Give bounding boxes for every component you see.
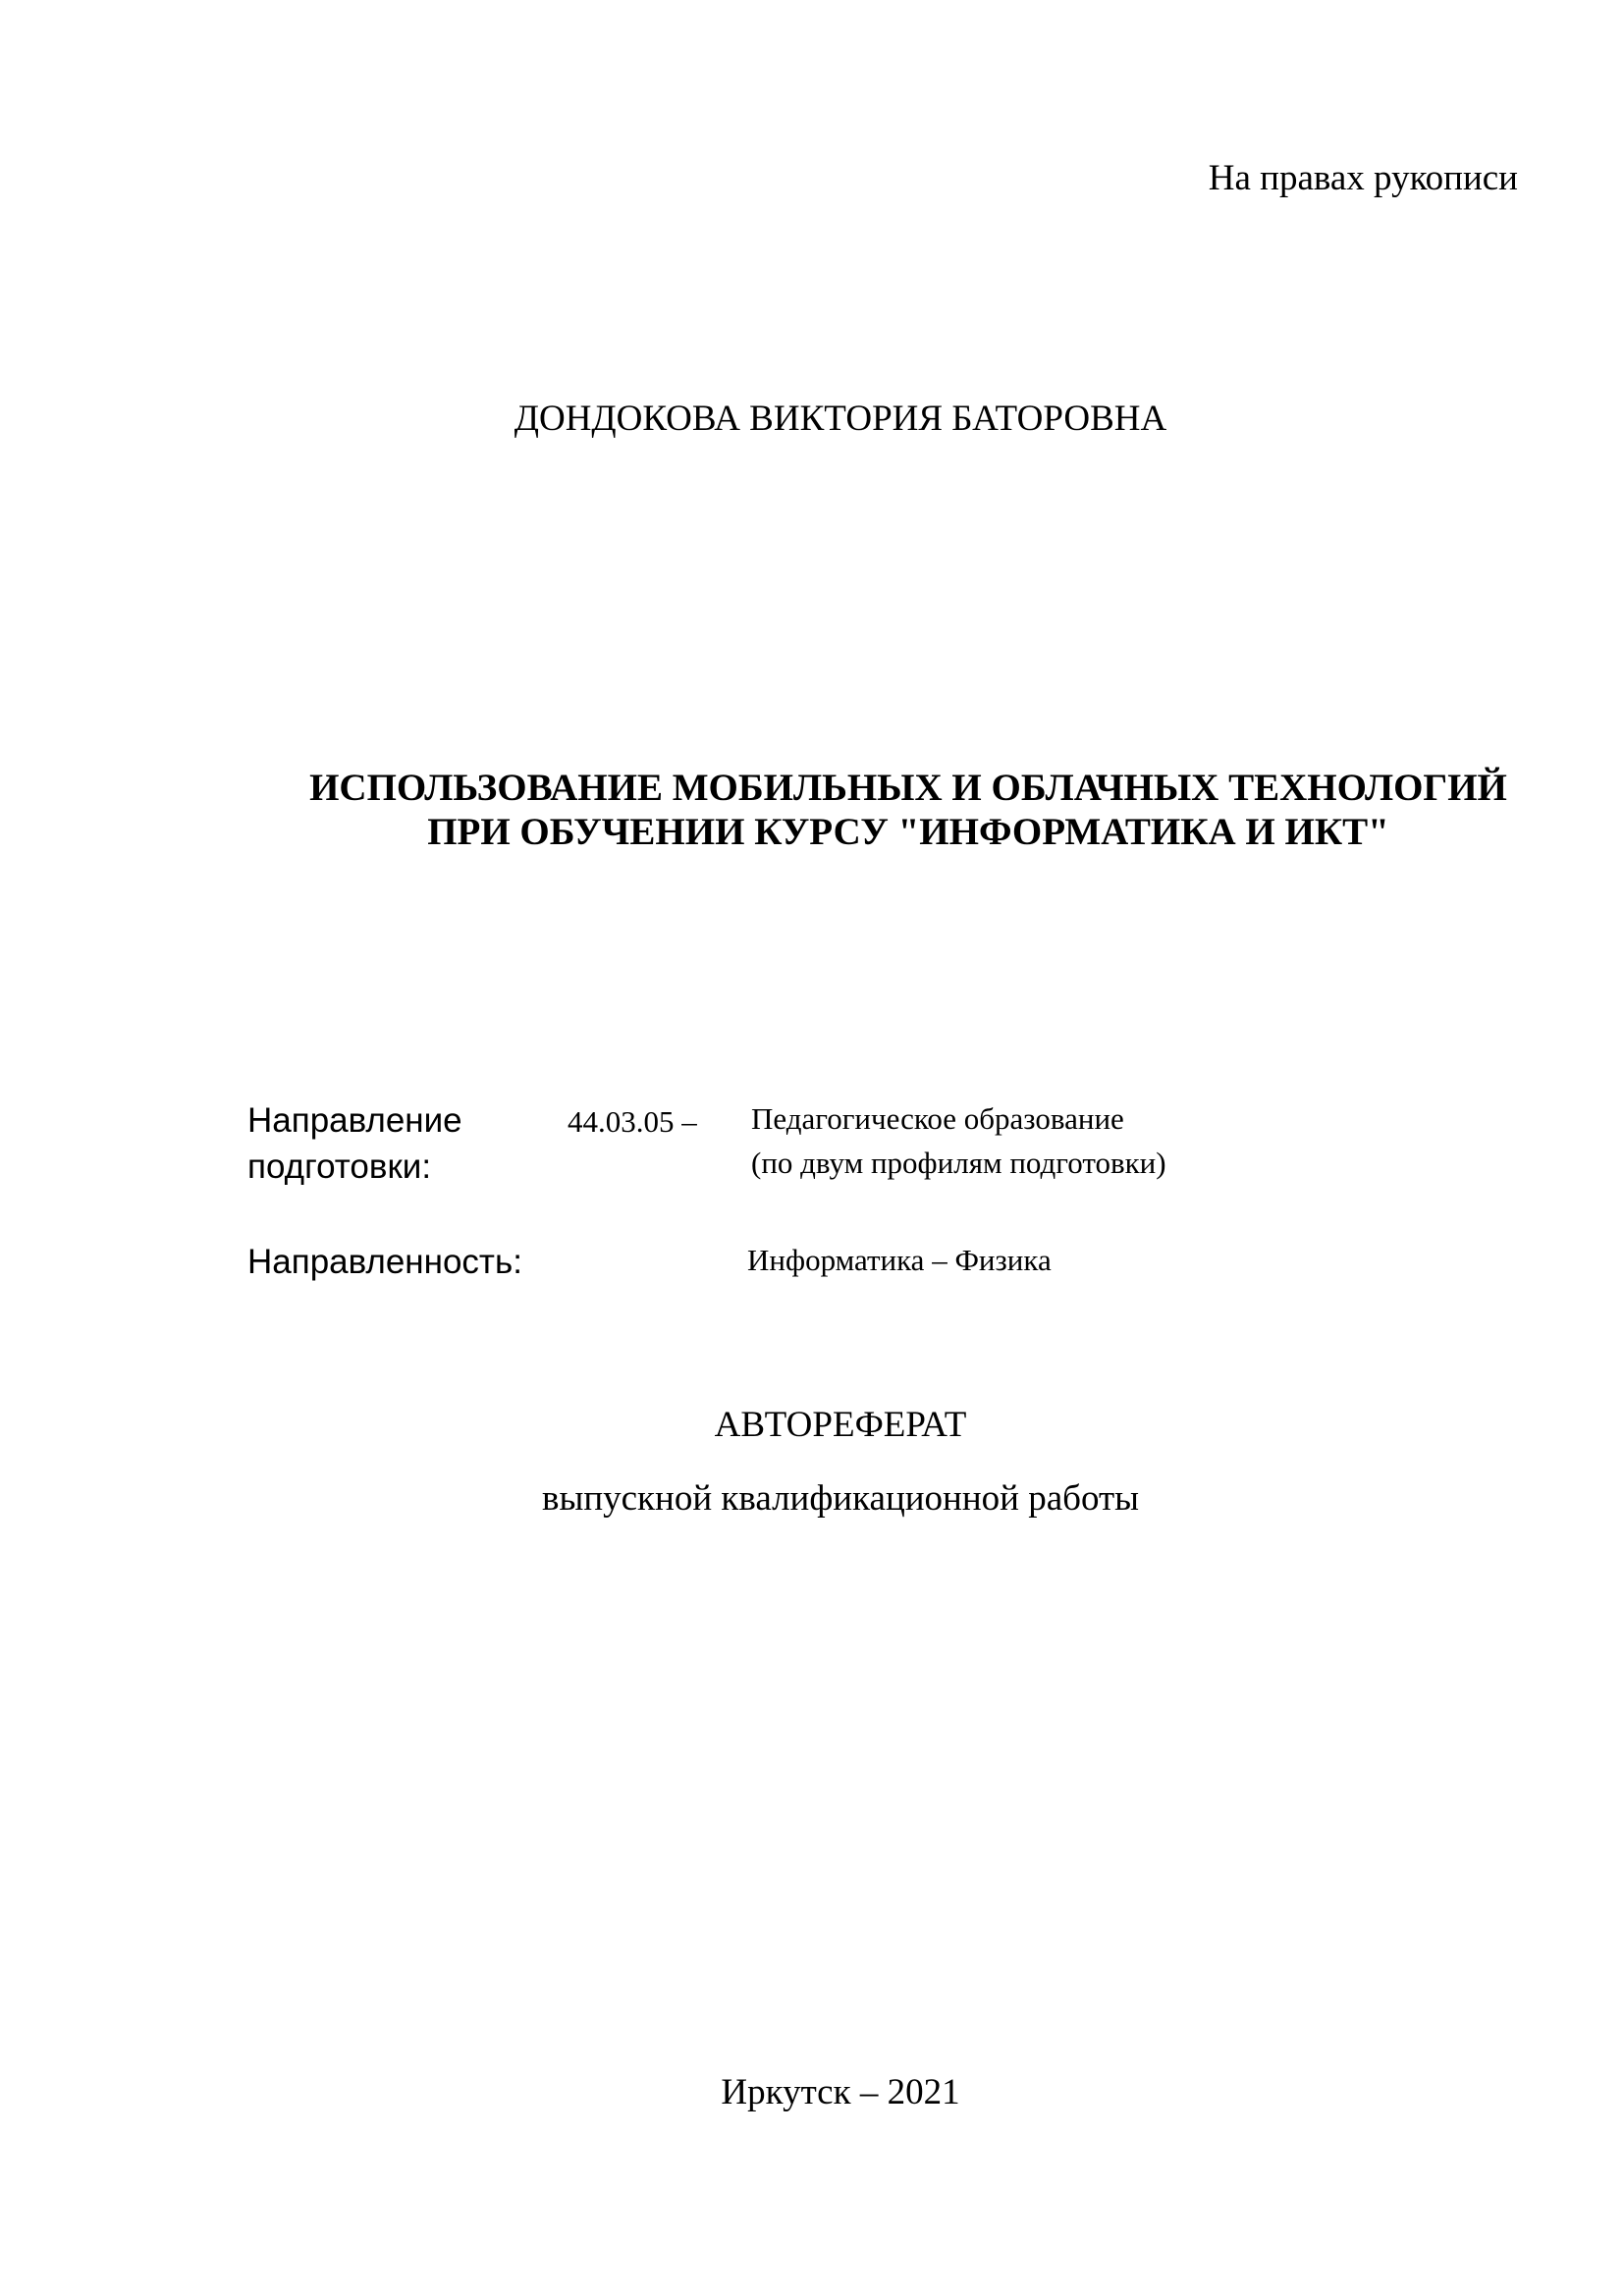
thesis-title-line-1: ИСПОЛЬЗОВАНИЕ МОБИЛЬНЫХ И ОБЛАЧНЫХ ТЕХНОЛОГИЙ (309, 767, 1507, 809)
manuscript-note: На правах рукописи (1208, 158, 1518, 198)
thesis-title (275, 766, 1542, 854)
focus-label: Направленность: (247, 1243, 522, 1281)
direction-label-line-2: подготовки: (247, 1148, 432, 1186)
direction-label-line-1: Направление (247, 1101, 462, 1140)
thesis-title-line-2: ПРИ ОБУЧЕНИИ КУРСУ "ИНФОРМАТИКА И ИКТ" (427, 811, 1389, 853)
direction-code: 44.03.05 – (568, 1104, 697, 1139)
direction-name (751, 1096, 1166, 1185)
focus-value: Информатика – Физика (747, 1243, 1052, 1277)
document-type: АВТОРЕФЕРАТ (714, 1405, 967, 1445)
city-year: Иркутск – 2021 (721, 2072, 960, 2112)
direction-name-line-1: Педагогическое образование (751, 1101, 1124, 1136)
author-name: ДОНДОКОВА ВИКТОРИЯ БАТОРОВНА (514, 399, 1167, 439)
document-subtype: выпускной квалификационной работы (541, 1478, 1139, 1519)
direction-name-line-2: (по двум профилям подготовки) (751, 1146, 1166, 1180)
direction-label (247, 1097, 462, 1190)
